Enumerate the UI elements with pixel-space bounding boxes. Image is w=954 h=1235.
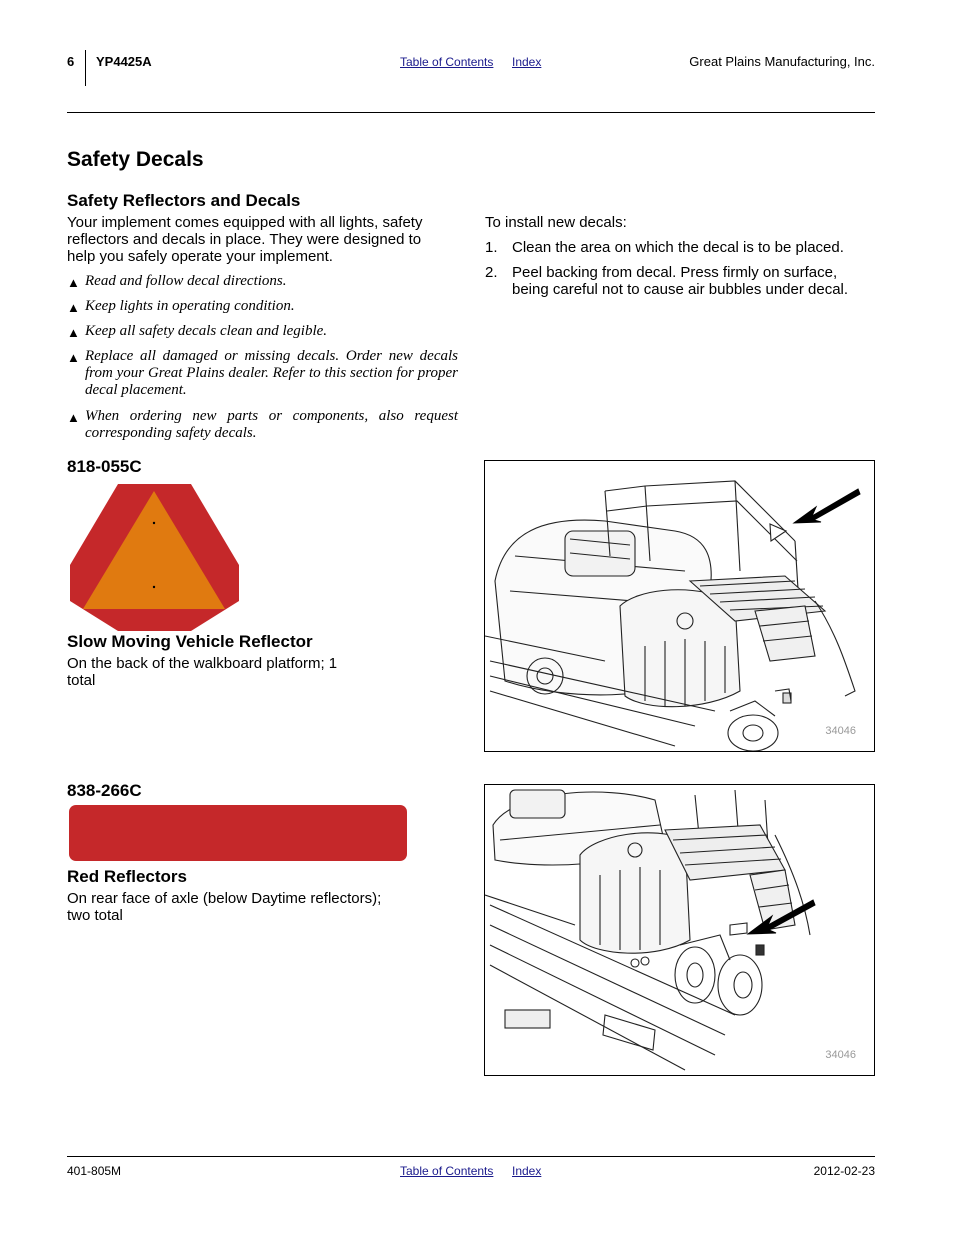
warning-triangle-icon: ▲ bbox=[67, 325, 80, 340]
footer-rule bbox=[67, 1156, 875, 1157]
install-step: 2. Peel backing from decal. Press firmly on surface, being careful not to cause air bubbles under decal. bbox=[485, 264, 849, 298]
decal-title: Red Reflectors bbox=[67, 867, 187, 886]
warning-item: ▲ When ordering new parts or components, also request corresponding safety decals. bbox=[67, 408, 458, 441]
smv-reflector-decal bbox=[69, 483, 240, 632]
warning-triangle-icon: ▲ bbox=[67, 410, 80, 425]
figure-number: 34046 bbox=[825, 725, 856, 737]
install-step: 1. Clean the area on which the decal is to be placed. bbox=[485, 239, 844, 256]
section-title: Safety Decals bbox=[67, 148, 204, 171]
company-name: Great Plains Manufacturing, Inc. bbox=[689, 54, 875, 69]
footer-toc-link[interactable]: Table of Contents bbox=[400, 1164, 494, 1178]
decal-description: On rear face of axle (below Daytime reflectors); two total bbox=[67, 890, 382, 924]
smv-rivet bbox=[153, 586, 155, 588]
footer-index-link[interactable]: Index bbox=[512, 1164, 542, 1178]
warning-triangle-icon: ▲ bbox=[67, 275, 80, 290]
implement-illustration bbox=[485, 461, 874, 751]
decal-title: Slow Moving Vehicle Reflector bbox=[67, 632, 313, 651]
figure-number: 34046 bbox=[825, 1049, 856, 1061]
subsection-title: Safety Reflectors and Decals bbox=[67, 191, 301, 210]
warning-triangle-icon: ▲ bbox=[67, 300, 80, 315]
implement-illustration bbox=[485, 785, 874, 1075]
decal-description: On the back of the walkboard platform; 1 total bbox=[67, 655, 338, 689]
decal-location-figure bbox=[484, 460, 875, 752]
warning-item: ▲ Keep lights in operating condition. bbox=[67, 298, 295, 315]
install-lead: To install new decals: bbox=[485, 214, 627, 231]
decal-part-number: 838-266C bbox=[67, 781, 142, 800]
document-date: 2012-02-23 bbox=[813, 1164, 875, 1178]
model-number: YP4425A bbox=[96, 54, 152, 69]
smv-rivet bbox=[153, 522, 155, 524]
warning-triangle-icon: ▲ bbox=[67, 350, 80, 365]
decal-location-figure bbox=[484, 784, 875, 1076]
red-reflector-decal bbox=[69, 805, 407, 861]
callout-arrow-icon bbox=[794, 489, 860, 523]
warning-item: ▲ Read and follow decal directions. bbox=[67, 273, 287, 290]
header-divider bbox=[85, 50, 86, 86]
intro-text: Your implement comes equipped with all lights, safety reflectors and decals in place. They were designed to help you safely operate your implement. bbox=[67, 214, 423, 265]
document-number: 401-805M bbox=[67, 1164, 122, 1178]
warning-item: ▲ Replace all damaged or missing decals. Order new decals from your Great Plains dealer. Refer to this section for proper decal placement. bbox=[67, 348, 458, 398]
header-index-link[interactable]: Index bbox=[512, 55, 542, 69]
header-rule bbox=[67, 112, 875, 113]
decal-part-number: 818-055C bbox=[67, 457, 142, 476]
warning-item: ▲ Keep all safety decals clean and legible. bbox=[67, 323, 328, 340]
page-number: 6 bbox=[67, 54, 75, 69]
header-toc-link[interactable]: Table of Contents bbox=[400, 55, 494, 69]
